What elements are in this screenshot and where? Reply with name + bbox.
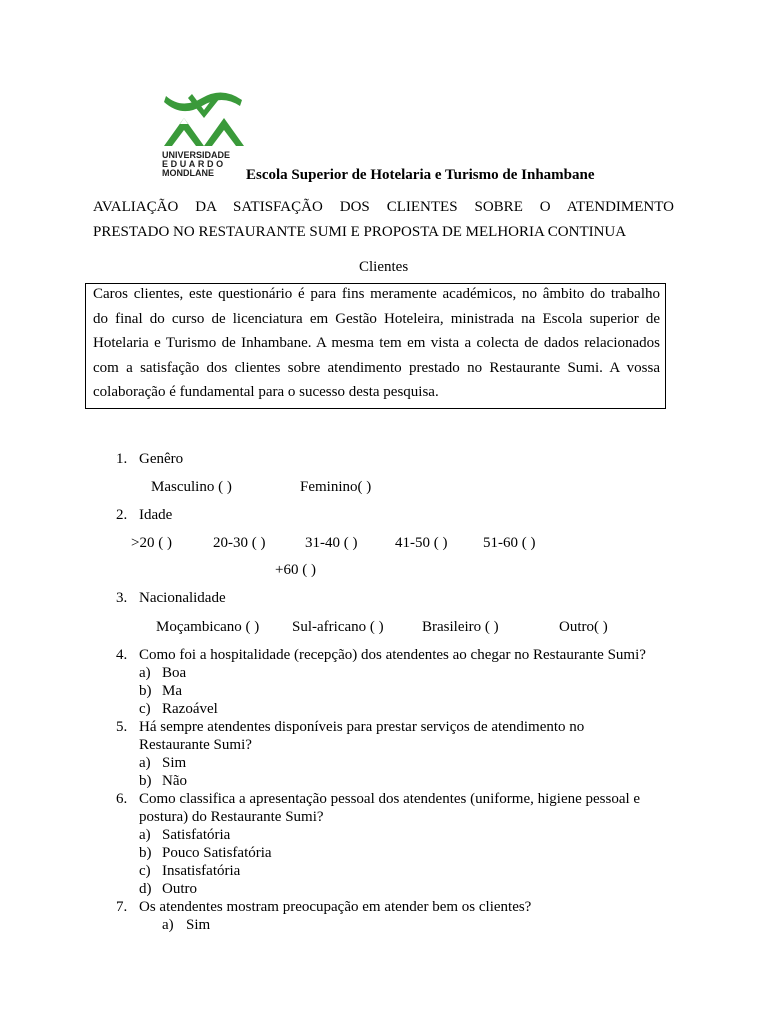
intro-line-3: Hotelaria e Turismo de Inhambane. A mesma tem em vista a colecta de dados relacionados <box>93 335 660 351</box>
intro-line-4: com a satisfação dos clientes sobre atendimento prestado no Restaurante Sumi. A vossa <box>93 360 660 376</box>
intro-line-2: do final do curso de licenciatura em Gestão Hoteleira, ministrada na Escola superior de <box>93 311 660 327</box>
q2-text: Idade <box>139 507 173 523</box>
q4-option-good[interactable]: Boa <box>162 665 187 681</box>
logo-line-3: MONDLANE <box>162 168 214 178</box>
intro-line-1: Caros clientes, este questionário é para fins meramente académicos, no âmbito do trabalho <box>93 286 660 302</box>
school-name: Escola Superior de Hotelaria e Turismo de Inhambane <box>246 167 595 183</box>
q7-number: 7. <box>116 899 128 915</box>
q6-b-label: b) <box>139 845 152 861</box>
university-emblem-icon <box>162 88 246 148</box>
q5-b-label: b) <box>139 773 152 789</box>
q5-a-label: a) <box>139 755 151 771</box>
q7-text: Os atendentes mostram preocupação em atender bem os clientes? <box>139 899 532 915</box>
university-logo <box>162 88 246 180</box>
q6-c-label: c) <box>139 863 151 879</box>
q4-option-bad[interactable]: Ma <box>162 683 182 699</box>
q5-text-line-2: Restaurante Sumi? <box>139 737 252 753</box>
q2-option-under-20[interactable]: >20 ( ) <box>131 535 172 551</box>
q6-text-line-2: postura) do Restaurante Sumi? <box>139 809 324 825</box>
q3-number: 3. <box>116 590 128 606</box>
q6-option-other[interactable]: Outro <box>162 881 197 897</box>
title-line-1: AVALIAÇÃO DA SATISFAÇÃO DOS CLIENTES SOBRE O ATENDIMENTO <box>93 199 674 215</box>
q2-option-51-60[interactable]: 51-60 ( ) <box>483 535 536 551</box>
q3-option-brazilian[interactable]: Brasileiro ( ) <box>422 619 499 635</box>
q1-option-male[interactable]: Masculino ( ) <box>151 479 232 495</box>
q6-option-slightly-satisfactory[interactable]: Pouco Satisfatória <box>162 845 272 861</box>
q4-c-label: c) <box>139 701 151 717</box>
q3-option-mozambican[interactable]: Moçambicano ( ) <box>156 619 260 635</box>
q1-text: Genêro <box>139 451 184 467</box>
q3-text: Nacionalidade <box>139 590 226 606</box>
q5-text-line-1: Há sempre atendentes disponíveis para prestar serviços de atendimento no <box>139 719 585 735</box>
q6-option-satisfactory[interactable]: Satisfatória <box>162 827 231 843</box>
q4-number: 4. <box>116 647 128 663</box>
q6-a-label: a) <box>139 827 151 843</box>
intro-box <box>85 283 666 409</box>
q2-option-20-30[interactable]: 20-30 ( ) <box>213 535 266 551</box>
q6-number: 6. <box>116 791 128 807</box>
q2-number: 2. <box>116 507 128 523</box>
q7-a-label: a) <box>162 917 174 933</box>
q2-option-31-40[interactable]: 31-40 ( ) <box>305 535 358 551</box>
q6-text-line-1: Como classifica a apresentação pessoal dos atendentes (uniforme, higiene pessoal e <box>139 791 641 807</box>
q2-option-41-50[interactable]: 41-50 ( ) <box>395 535 448 551</box>
logo-line-2: EDUARDO <box>162 159 226 169</box>
q6-option-unsatisfactory[interactable]: Insatisfatória <box>162 863 241 879</box>
subtitle: Clientes <box>359 259 409 275</box>
q4-a-label: a) <box>139 665 151 681</box>
logo-line-1: UNIVERSIDADE <box>162 150 231 160</box>
q4-b-label: b) <box>139 683 152 699</box>
q5-number: 5. <box>116 719 128 735</box>
q2-option-over-60[interactable]: +60 ( ) <box>275 562 316 578</box>
q3-option-south-african[interactable]: Sul-africano ( ) <box>292 619 384 635</box>
q5-option-yes[interactable]: Sim <box>162 755 187 771</box>
q5-option-no[interactable]: Não <box>162 773 187 789</box>
intro-line-5: colaboração é fundamental para o sucesso desta pesquisa. <box>93 384 439 400</box>
q7-option-yes[interactable]: Sim <box>186 917 211 933</box>
q4-text: Como foi a hospitalidade (recepção) dos atendentes ao chegar no Restaurante Sumi? <box>139 647 646 663</box>
q3-option-other[interactable]: Outro( ) <box>559 619 608 635</box>
q6-d-label: d) <box>139 881 152 897</box>
title-line-2: PRESTADO NO RESTAURANTE SUMI E PROPOSTA DE MELHORIA CONTINUA <box>93 224 627 240</box>
q1-number: 1. <box>116 451 128 467</box>
q4-option-reasonable[interactable]: Razoável <box>162 701 218 717</box>
q1-option-female[interactable]: Feminino( ) <box>300 479 372 495</box>
